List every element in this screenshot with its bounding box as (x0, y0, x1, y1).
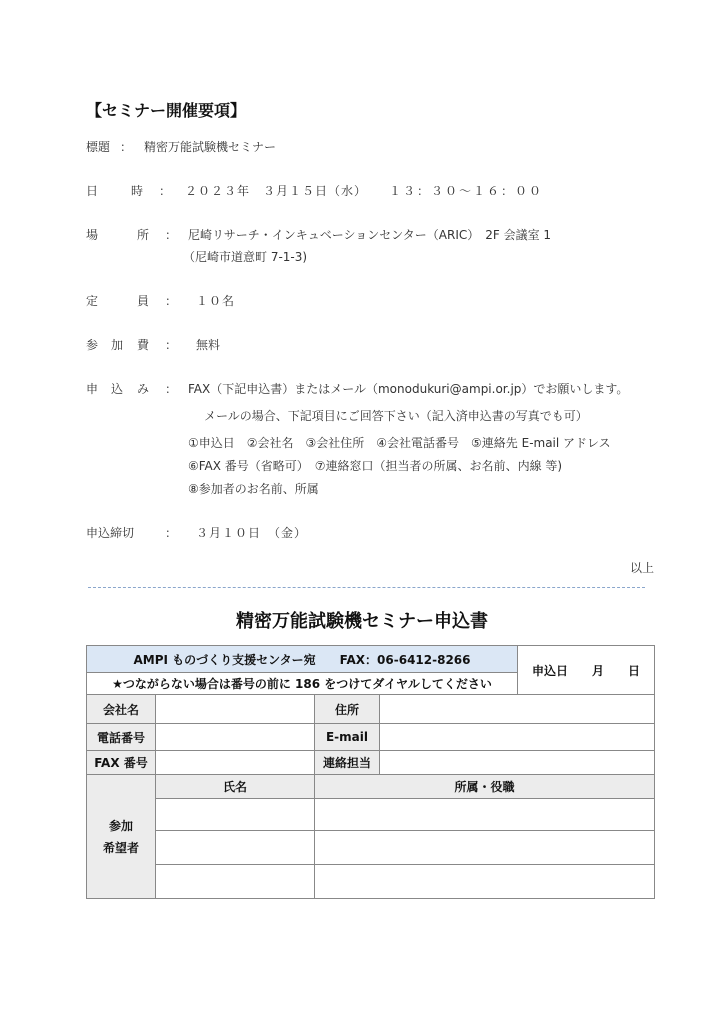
detail-fee-sep: ： (165, 338, 178, 352)
input-fax[interactable] (156, 751, 315, 775)
form-title: 精密万能試験機セミナー申込書 (236, 611, 488, 632)
detail-venue-label-b: 所 (137, 228, 150, 242)
label-phone: 電話番号 (87, 724, 156, 751)
detail-apply-label-c: み (137, 382, 150, 396)
detail-venue-label-a: 場 (86, 228, 99, 242)
input-address[interactable] (380, 695, 655, 724)
label-participants-line2: 希望者 (102, 840, 139, 855)
detail-capacity-value: １０名 (196, 294, 236, 308)
detail-apply-label-b: 込 (111, 382, 124, 396)
detail-datetime-label-b: 時 (131, 184, 144, 198)
section-title: 【セミナー開催要項】 (86, 101, 247, 120)
detail-capacity-label-a: 定 (86, 294, 99, 308)
detail-datetime-sep: ： (159, 184, 172, 198)
form-application-date[interactable]: 申込日 月 日 (518, 646, 655, 695)
input-phone[interactable] (156, 724, 315, 751)
detail-venue-sep: ： (165, 228, 178, 242)
detail-apply-sep: ： (165, 382, 178, 396)
detail-apply-line3: ①申込日 ②会社名 ③会社住所 ④会社電話番号 ⑤連絡先 E-mail アドレス (188, 436, 611, 450)
detail-deadline-value: ３月１０日 （金） (196, 526, 308, 540)
label-address: 住所 (315, 695, 380, 724)
form-header-recipient: AMPI ものづくり支援センター宛 FAX：06-6412-8266 (87, 646, 518, 673)
detail-title-label: 標題 (86, 140, 111, 154)
detail-title-sep: ： (120, 140, 133, 154)
detail-fee-label-c: 費 (137, 338, 150, 352)
participant-2-affiliation[interactable] (315, 831, 655, 865)
input-email[interactable] (380, 724, 655, 751)
label-company: 会社名 (87, 695, 156, 724)
detail-apply-line4: ⑥FAX 番号（省略可） ⑦連絡窓口（担当者の所属、お名前、内線 等) (188, 459, 563, 473)
detail-datetime-time: １３：３０～１６：００ (389, 184, 544, 198)
application-form-table (86, 645, 655, 899)
detail-datetime-date: ２０２３年 ３月１５日（水） (185, 184, 368, 198)
detail-apply-label-a: 申 (86, 382, 99, 396)
detail-deadline-label: 申込締切 (86, 526, 135, 540)
label-participants (87, 775, 156, 899)
label-email: E-mail (315, 724, 380, 751)
closing-text: 以上 (629, 561, 654, 575)
participant-1-name[interactable] (156, 799, 315, 831)
detail-apply-line1: FAX（下記申込書）またはメール（monodukuri@ampi.or.jp）でお願いします。 (188, 382, 629, 396)
input-company[interactable] (156, 695, 315, 724)
detail-fee-label-a: 参 (86, 338, 99, 352)
detail-deadline-sep: ： (165, 526, 178, 540)
cut-line-divider (88, 587, 645, 588)
detail-capacity-sep: ： (165, 294, 178, 308)
detail-apply-line2: メールの場合、下記項目にご回答下さい（記入済申込書の写真でも可） (204, 409, 588, 423)
participant-1-affiliation[interactable] (315, 799, 655, 831)
detail-title-value: 精密万能試験機セミナー (144, 140, 277, 154)
detail-fee-label-b: 加 (111, 338, 124, 352)
detail-apply-line5: ⑧参加者のお名前、所属 (188, 482, 319, 496)
input-contact[interactable] (380, 751, 655, 775)
detail-datetime-label-a: 日 (86, 184, 99, 198)
detail-fee-value: 無料 (196, 338, 221, 352)
participant-2-name[interactable] (156, 831, 315, 865)
column-header-name: 氏名 (156, 775, 315, 799)
detail-venue-address: （尼崎市道意町 7-1-3) (183, 250, 308, 264)
form-header-note: ★つながらない場合は番号の前に 186 をつけてダイヤルしてください (87, 673, 518, 695)
participant-3-name[interactable] (156, 865, 315, 899)
detail-capacity-label-b: 員 (137, 294, 150, 308)
label-contact: 連絡担当 (315, 751, 380, 775)
detail-venue-value: 尼崎リサーチ・インキュベーションセンター（ARIC） 2F 会議室 1 (188, 228, 552, 242)
label-participants-line1: 参加 (108, 818, 133, 833)
label-fax: FAX 番号 (87, 751, 156, 775)
participant-3-affiliation[interactable] (315, 865, 655, 899)
column-header-affiliation: 所属・役職 (315, 775, 655, 799)
